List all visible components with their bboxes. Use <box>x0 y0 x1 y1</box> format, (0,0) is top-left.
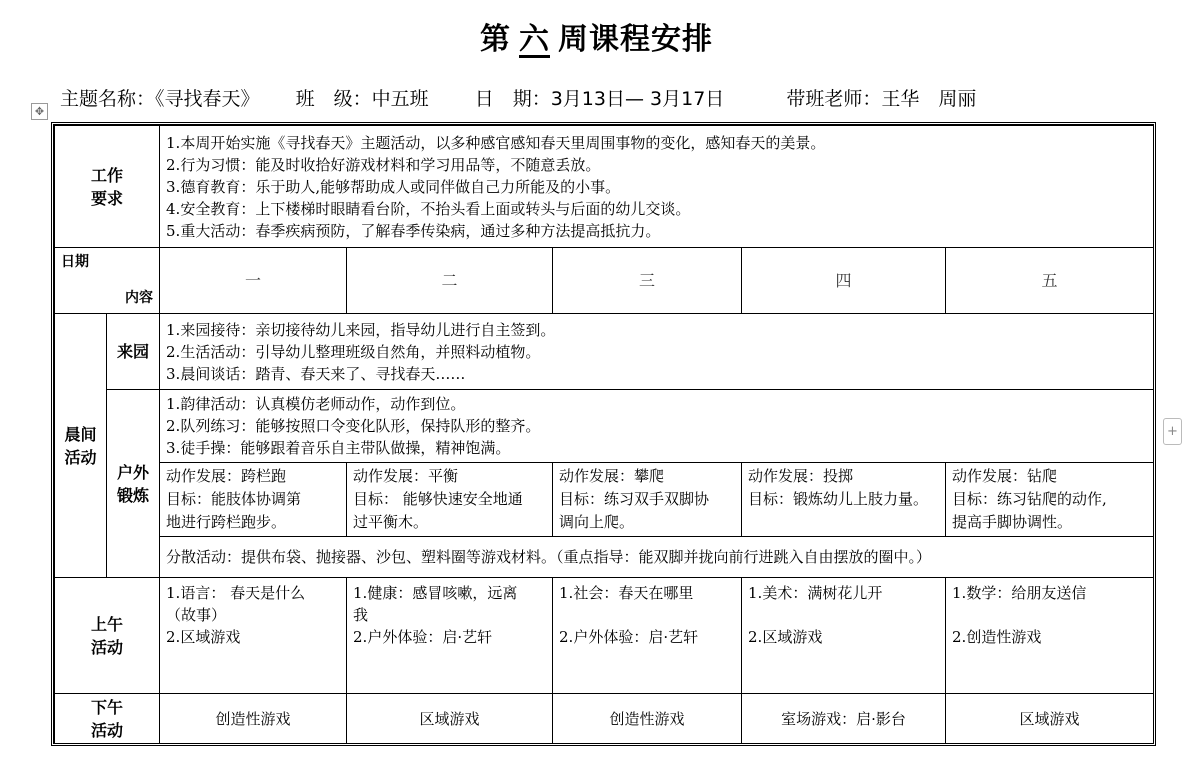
day-header-4: 四 <box>742 248 946 314</box>
info-line <box>60 84 976 111</box>
pm-activity-day-2: 区域游戏 <box>347 694 553 744</box>
am-activity-day-4: 1.美术：满树花儿开 2.区域游戏 <box>742 578 946 694</box>
exercise-cell-2: 动作发展：平衡 目标： 能够快速安全地通 过平衡木。 <box>347 463 553 537</box>
arrival-items <box>160 314 1154 390</box>
pm-activity-day-4: 室场游戏：启·影台 <box>742 694 946 744</box>
work-requirements <box>160 126 1154 248</box>
title-suffix: 周课程安排 <box>558 22 713 57</box>
list-item: 3.德育教育：乐于助人,能够帮助成人或同伴做自己力所能及的小事。 <box>166 177 621 196</box>
schedule-table <box>54 125 1154 744</box>
work-label: 工作 要求 <box>55 126 160 248</box>
info-theme: 主题名称：《寻找春天》 <box>60 88 260 110</box>
pm-activity-day-3: 创造性游戏 <box>553 694 742 744</box>
title-week-number: 六 <box>519 22 550 57</box>
date-header-label: 日期 <box>61 254 89 270</box>
page-title <box>0 14 1193 58</box>
pm-activity-day-1: 创造性游戏 <box>160 694 347 744</box>
list-item: 3.晨间谈话：踏青、春天来了、寻找春天…… <box>166 364 466 383</box>
scattered-activity: 分散活动：提供布袋、抛接器、沙包、塑料圈等游戏材料。（重点指导：能双脚并拢向前行进跳入自由摆放的圈中。） <box>160 537 1154 578</box>
date-content-header <box>55 248 160 314</box>
list-item: 5.重大活动：春季疾病预防，了解春季传染病，通过多种方法提高抵抗力。 <box>166 221 661 240</box>
list-item: 1.韵律活动：认真模仿老师动作，动作到位。 <box>166 395 466 413</box>
add-column-icon[interactable]: + <box>1163 418 1182 445</box>
list-item: 1.本周开始实施《寻找春天》主题活动，以多种感官感知春天里周围事物的变化，感知春天的美景。 <box>166 133 826 152</box>
info-date: 日 期：3月13日— 3月17日 <box>474 88 725 110</box>
day-header-1: 一 <box>160 248 347 314</box>
am-activity-day-3: 1.社会：春天在哪里 2.户外体验：启·艺轩 <box>553 578 742 694</box>
list-item: 2.生活活动：引导幼儿整理班级自然角，并照料动植物。 <box>166 342 541 361</box>
day-header-2: 二 <box>347 248 553 314</box>
am-activity-day-5: 1.数学：给朋友送信 2.创造性游戏 <box>946 578 1154 694</box>
list-item: 2.行为习惯：能及时收拾好游戏材料和学习用品等，不随意丢放。 <box>166 155 601 174</box>
am-activity-day-2: 1.健康：感冒咳嗽，远离 我 2.户外体验：启·艺轩 <box>347 578 553 694</box>
arrival-label: 来园 <box>107 314 160 390</box>
info-class: 班 级：中五班 <box>295 88 429 110</box>
am-activity-label: 上午 活动 <box>55 578 160 694</box>
title-prefix: 第 <box>480 22 511 57</box>
outdoor-items <box>160 390 1154 463</box>
list-item: 4.安全教育：上下楼梯时眼睛看台阶，不抬头看上面或转头与后面的幼儿交谈。 <box>166 199 691 218</box>
day-header-3: 三 <box>553 248 742 314</box>
exercise-cell-5: 动作发展：钻爬 目标：练习钻爬的动作, 提高手脚协调性。 <box>946 463 1154 537</box>
day-header-5: 五 <box>946 248 1154 314</box>
list-item: 3.徒手操：能够跟着音乐自主带队做操，精神饱满。 <box>166 439 511 457</box>
am-activity-day-1: 1.语言： 春天是什么 （故事） 2.区域游戏 <box>160 578 347 694</box>
morning-label: 晨间 活动 <box>55 314 107 578</box>
exercise-cell-1: 动作发展：跨栏跑 目标：能肢体协调第 地进行跨栏跑步。 <box>160 463 347 537</box>
list-item: 1.来园接待：亲切接待幼儿来园，指导幼儿进行自主签到。 <box>166 320 556 339</box>
exercise-cell-3: 动作发展：攀爬 目标：练习双手双脚协 调向上爬。 <box>553 463 742 537</box>
content-header-label: 内容 <box>125 290 154 306</box>
table-move-handle-icon[interactable]: ✥ <box>31 103 48 120</box>
exercise-cell-4: 动作发展：投掷 目标：锻炼幼儿上肢力量。 <box>742 463 946 537</box>
outdoor-label: 户外 锻炼 <box>107 390 160 578</box>
list-item: 2.队列练习：能够按照口令变化队形，保持队形的整齐。 <box>166 417 541 435</box>
pm-activity-label: 下午 活动 <box>55 694 160 744</box>
info-teacher: 带班老师：王华 周丽 <box>786 88 977 110</box>
pm-activity-day-5: 区域游戏 <box>946 694 1154 744</box>
